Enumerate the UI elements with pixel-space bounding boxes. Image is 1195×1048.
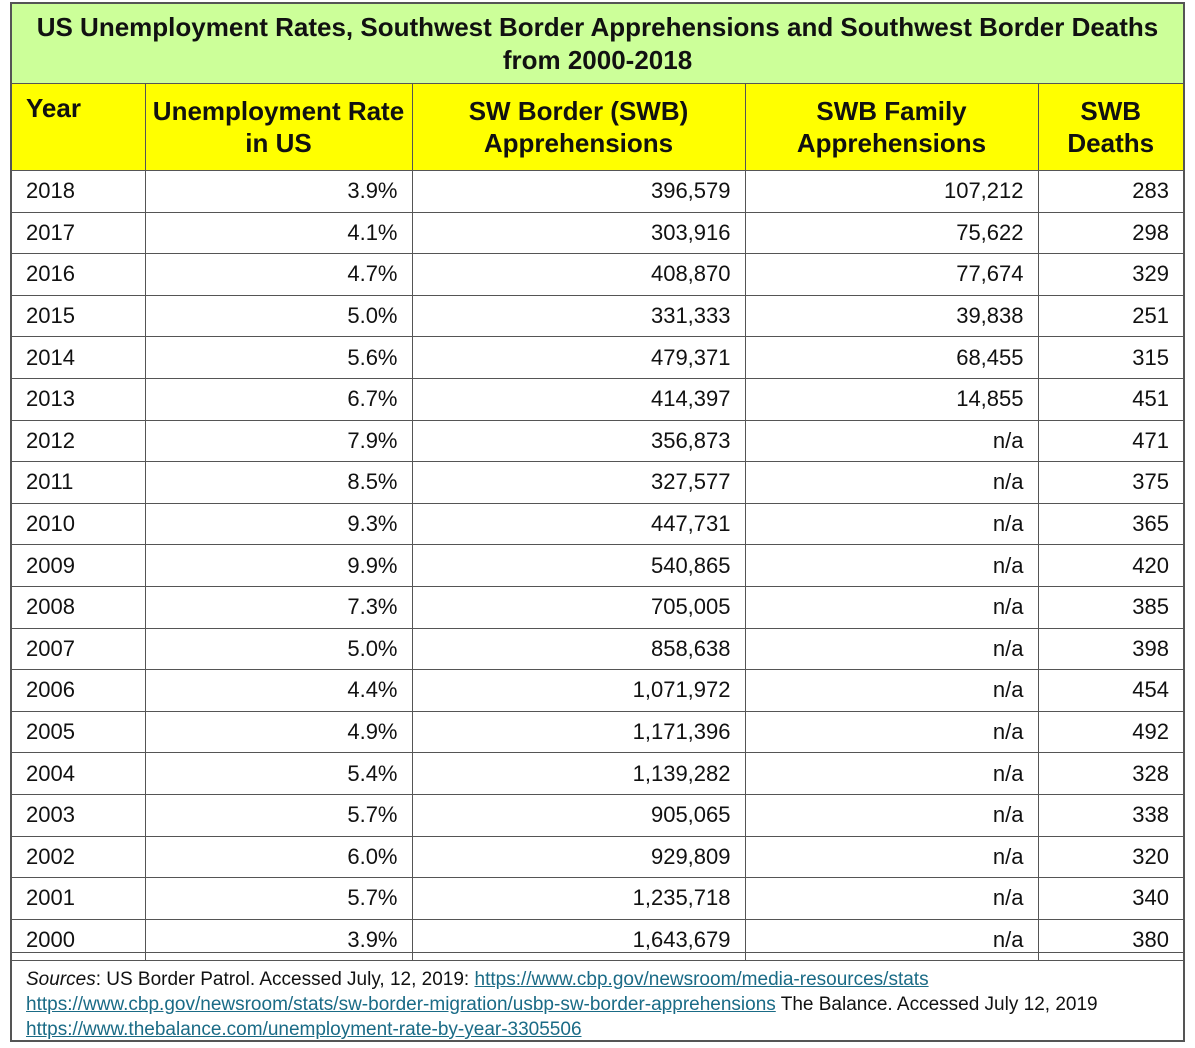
cell-apprehensions: 1,071,972: [412, 670, 745, 712]
table-row: [12, 794, 1183, 836]
table-row: [12, 171, 1183, 213]
table-row: [12, 295, 1183, 337]
cbp-apprehensions-link[interactable]: https://www.cbp.gov/newsroom/stats/sw-border-migration/usbp-sw-border-apprehensions: [26, 994, 776, 1015]
cell-unemployment-rate: 7.9%: [145, 420, 412, 462]
cell-deaths: 338: [1038, 794, 1183, 836]
header-unemployment: Unemployment Rate in US: [145, 84, 412, 171]
cell-unemployment-rate: 5.0%: [145, 295, 412, 337]
cell-unemployment-rate: 5.7%: [145, 878, 412, 920]
cell-apprehensions: 479,371: [412, 337, 745, 379]
header-row: [12, 84, 1183, 171]
cell-deaths: 454: [1038, 670, 1183, 712]
table-title: US Unemployment Rates, Southwest Border Apprehensions and Southwest Border Deaths from 2000-2018: [12, 4, 1183, 84]
cell-family-apprehensions: n/a: [745, 462, 1038, 504]
cell-year: 2014: [12, 337, 145, 379]
cell-apprehensions: 905,065: [412, 794, 745, 836]
cell-family-apprehensions: 75,622: [745, 212, 1038, 254]
cell-deaths: 340: [1038, 878, 1183, 920]
sources-note: [12, 952, 1183, 1040]
cbp-stats-link[interactable]: https://www.cbp.gov/newsroom/media-resources/stats: [474, 969, 929, 990]
table-row: [12, 420, 1183, 462]
cell-family-apprehensions: n/a: [745, 503, 1038, 545]
cell-apprehensions: 414,397: [412, 378, 745, 420]
cell-year: 2016: [12, 254, 145, 296]
table-row: [12, 670, 1183, 712]
cell-deaths: 451: [1038, 378, 1183, 420]
cell-family-apprehensions: n/a: [745, 836, 1038, 878]
cell-family-apprehensions: n/a: [745, 420, 1038, 462]
cell-deaths: 385: [1038, 586, 1183, 628]
header-family-apprehensions: SWB Family Apprehensions: [745, 84, 1038, 171]
cell-deaths: 375: [1038, 462, 1183, 504]
cell-year: 2010: [12, 503, 145, 545]
cell-unemployment-rate: 6.7%: [145, 378, 412, 420]
table-row: [12, 628, 1183, 670]
cell-year: 2002: [12, 836, 145, 878]
cell-apprehensions: 540,865: [412, 545, 745, 587]
cell-apprehensions: 858,638: [412, 628, 745, 670]
data-table: [12, 84, 1183, 961]
cell-unemployment-rate: 5.7%: [145, 794, 412, 836]
cell-year: 2008: [12, 586, 145, 628]
sources-text-1: : US Border Patrol. Accessed July, 12, 2019:: [95, 969, 475, 990]
cell-deaths: 315: [1038, 337, 1183, 379]
cell-year: 2013: [12, 378, 145, 420]
cell-year: 2005: [12, 711, 145, 753]
cell-year: 2004: [12, 753, 145, 795]
cell-year: 2011: [12, 462, 145, 504]
cell-family-apprehensions: n/a: [745, 586, 1038, 628]
cell-unemployment-rate: 6.0%: [145, 836, 412, 878]
cell-year: 2006: [12, 670, 145, 712]
table-row: [12, 462, 1183, 504]
cell-unemployment-rate: 4.1%: [145, 212, 412, 254]
cell-deaths: 365: [1038, 503, 1183, 545]
cell-apprehensions: 1,139,282: [412, 753, 745, 795]
table-frame: [10, 2, 1185, 1042]
cell-unemployment-rate: 5.0%: [145, 628, 412, 670]
cell-family-apprehensions: n/a: [745, 919, 1038, 961]
cell-unemployment-rate: 9.3%: [145, 503, 412, 545]
sources-text-2: The Balance. Accessed July 12, 2019: [775, 994, 1098, 1015]
cell-year: 2018: [12, 171, 145, 213]
cell-family-apprehensions: 68,455: [745, 337, 1038, 379]
cell-deaths: 492: [1038, 711, 1183, 753]
cell-apprehensions: 1,643,679: [412, 919, 745, 961]
cell-year: 2012: [12, 420, 145, 462]
cell-unemployment-rate: 7.3%: [145, 586, 412, 628]
cell-year: 2007: [12, 628, 145, 670]
cell-unemployment-rate: 5.4%: [145, 753, 412, 795]
cell-unemployment-rate: 5.6%: [145, 337, 412, 379]
cell-apprehensions: 1,171,396: [412, 711, 745, 753]
cell-family-apprehensions: n/a: [745, 794, 1038, 836]
cell-deaths: 471: [1038, 420, 1183, 462]
thebalance-link[interactable]: https://www.thebalance.com/unemployment-rate-by-year-3305506: [26, 1019, 582, 1040]
table-row: [12, 503, 1183, 545]
table-row: [12, 836, 1183, 878]
cell-deaths: 420: [1038, 545, 1183, 587]
cell-family-apprehensions: 107,212: [745, 171, 1038, 213]
table-row: [12, 711, 1183, 753]
header-deaths: SWB Deaths: [1038, 84, 1183, 171]
cell-family-apprehensions: n/a: [745, 545, 1038, 587]
cell-deaths: 328: [1038, 753, 1183, 795]
cell-apprehensions: 327,577: [412, 462, 745, 504]
cell-apprehensions: 303,916: [412, 212, 745, 254]
cell-family-apprehensions: 77,674: [745, 254, 1038, 296]
cell-apprehensions: 396,579: [412, 171, 745, 213]
cell-unemployment-rate: 3.9%: [145, 919, 412, 961]
cell-deaths: 398: [1038, 628, 1183, 670]
table-row: [12, 878, 1183, 920]
sources-label: Sources: [26, 969, 96, 990]
table-row: [12, 378, 1183, 420]
cell-family-apprehensions: n/a: [745, 753, 1038, 795]
header-year: Year: [12, 84, 145, 171]
cell-family-apprehensions: n/a: [745, 878, 1038, 920]
cell-apprehensions: 356,873: [412, 420, 745, 462]
table-row: [12, 212, 1183, 254]
cell-year: 2017: [12, 212, 145, 254]
cell-year: 2003: [12, 794, 145, 836]
cell-unemployment-rate: 4.4%: [145, 670, 412, 712]
cell-unemployment-rate: 3.9%: [145, 171, 412, 213]
cell-apprehensions: 1,235,718: [412, 878, 745, 920]
cell-family-apprehensions: n/a: [745, 670, 1038, 712]
cell-year: 2001: [12, 878, 145, 920]
cell-deaths: 283: [1038, 171, 1183, 213]
cell-deaths: 298: [1038, 212, 1183, 254]
cell-year: 2000: [12, 919, 145, 961]
cell-deaths: 380: [1038, 919, 1183, 961]
cell-unemployment-rate: 8.5%: [145, 462, 412, 504]
cell-apprehensions: 408,870: [412, 254, 745, 296]
cell-deaths: 251: [1038, 295, 1183, 337]
cell-family-apprehensions: 14,855: [745, 378, 1038, 420]
cell-unemployment-rate: 4.9%: [145, 711, 412, 753]
cell-apprehensions: 331,333: [412, 295, 745, 337]
table-row: [12, 586, 1183, 628]
table-row: [12, 753, 1183, 795]
cell-apprehensions: 929,809: [412, 836, 745, 878]
cell-family-apprehensions: n/a: [745, 711, 1038, 753]
table-row: [12, 545, 1183, 587]
cell-family-apprehensions: n/a: [745, 628, 1038, 670]
cell-year: 2015: [12, 295, 145, 337]
cell-apprehensions: 705,005: [412, 586, 745, 628]
cell-apprehensions: 447,731: [412, 503, 745, 545]
cell-family-apprehensions: 39,838: [745, 295, 1038, 337]
cell-year: 2009: [12, 545, 145, 587]
table-row: [12, 254, 1183, 296]
header-swb-apprehensions: SW Border (SWB) Apprehensions: [412, 84, 745, 171]
cell-unemployment-rate: 9.9%: [145, 545, 412, 587]
cell-deaths: 320: [1038, 836, 1183, 878]
cell-unemployment-rate: 4.7%: [145, 254, 412, 296]
table-row: [12, 337, 1183, 379]
cell-deaths: 329: [1038, 254, 1183, 296]
